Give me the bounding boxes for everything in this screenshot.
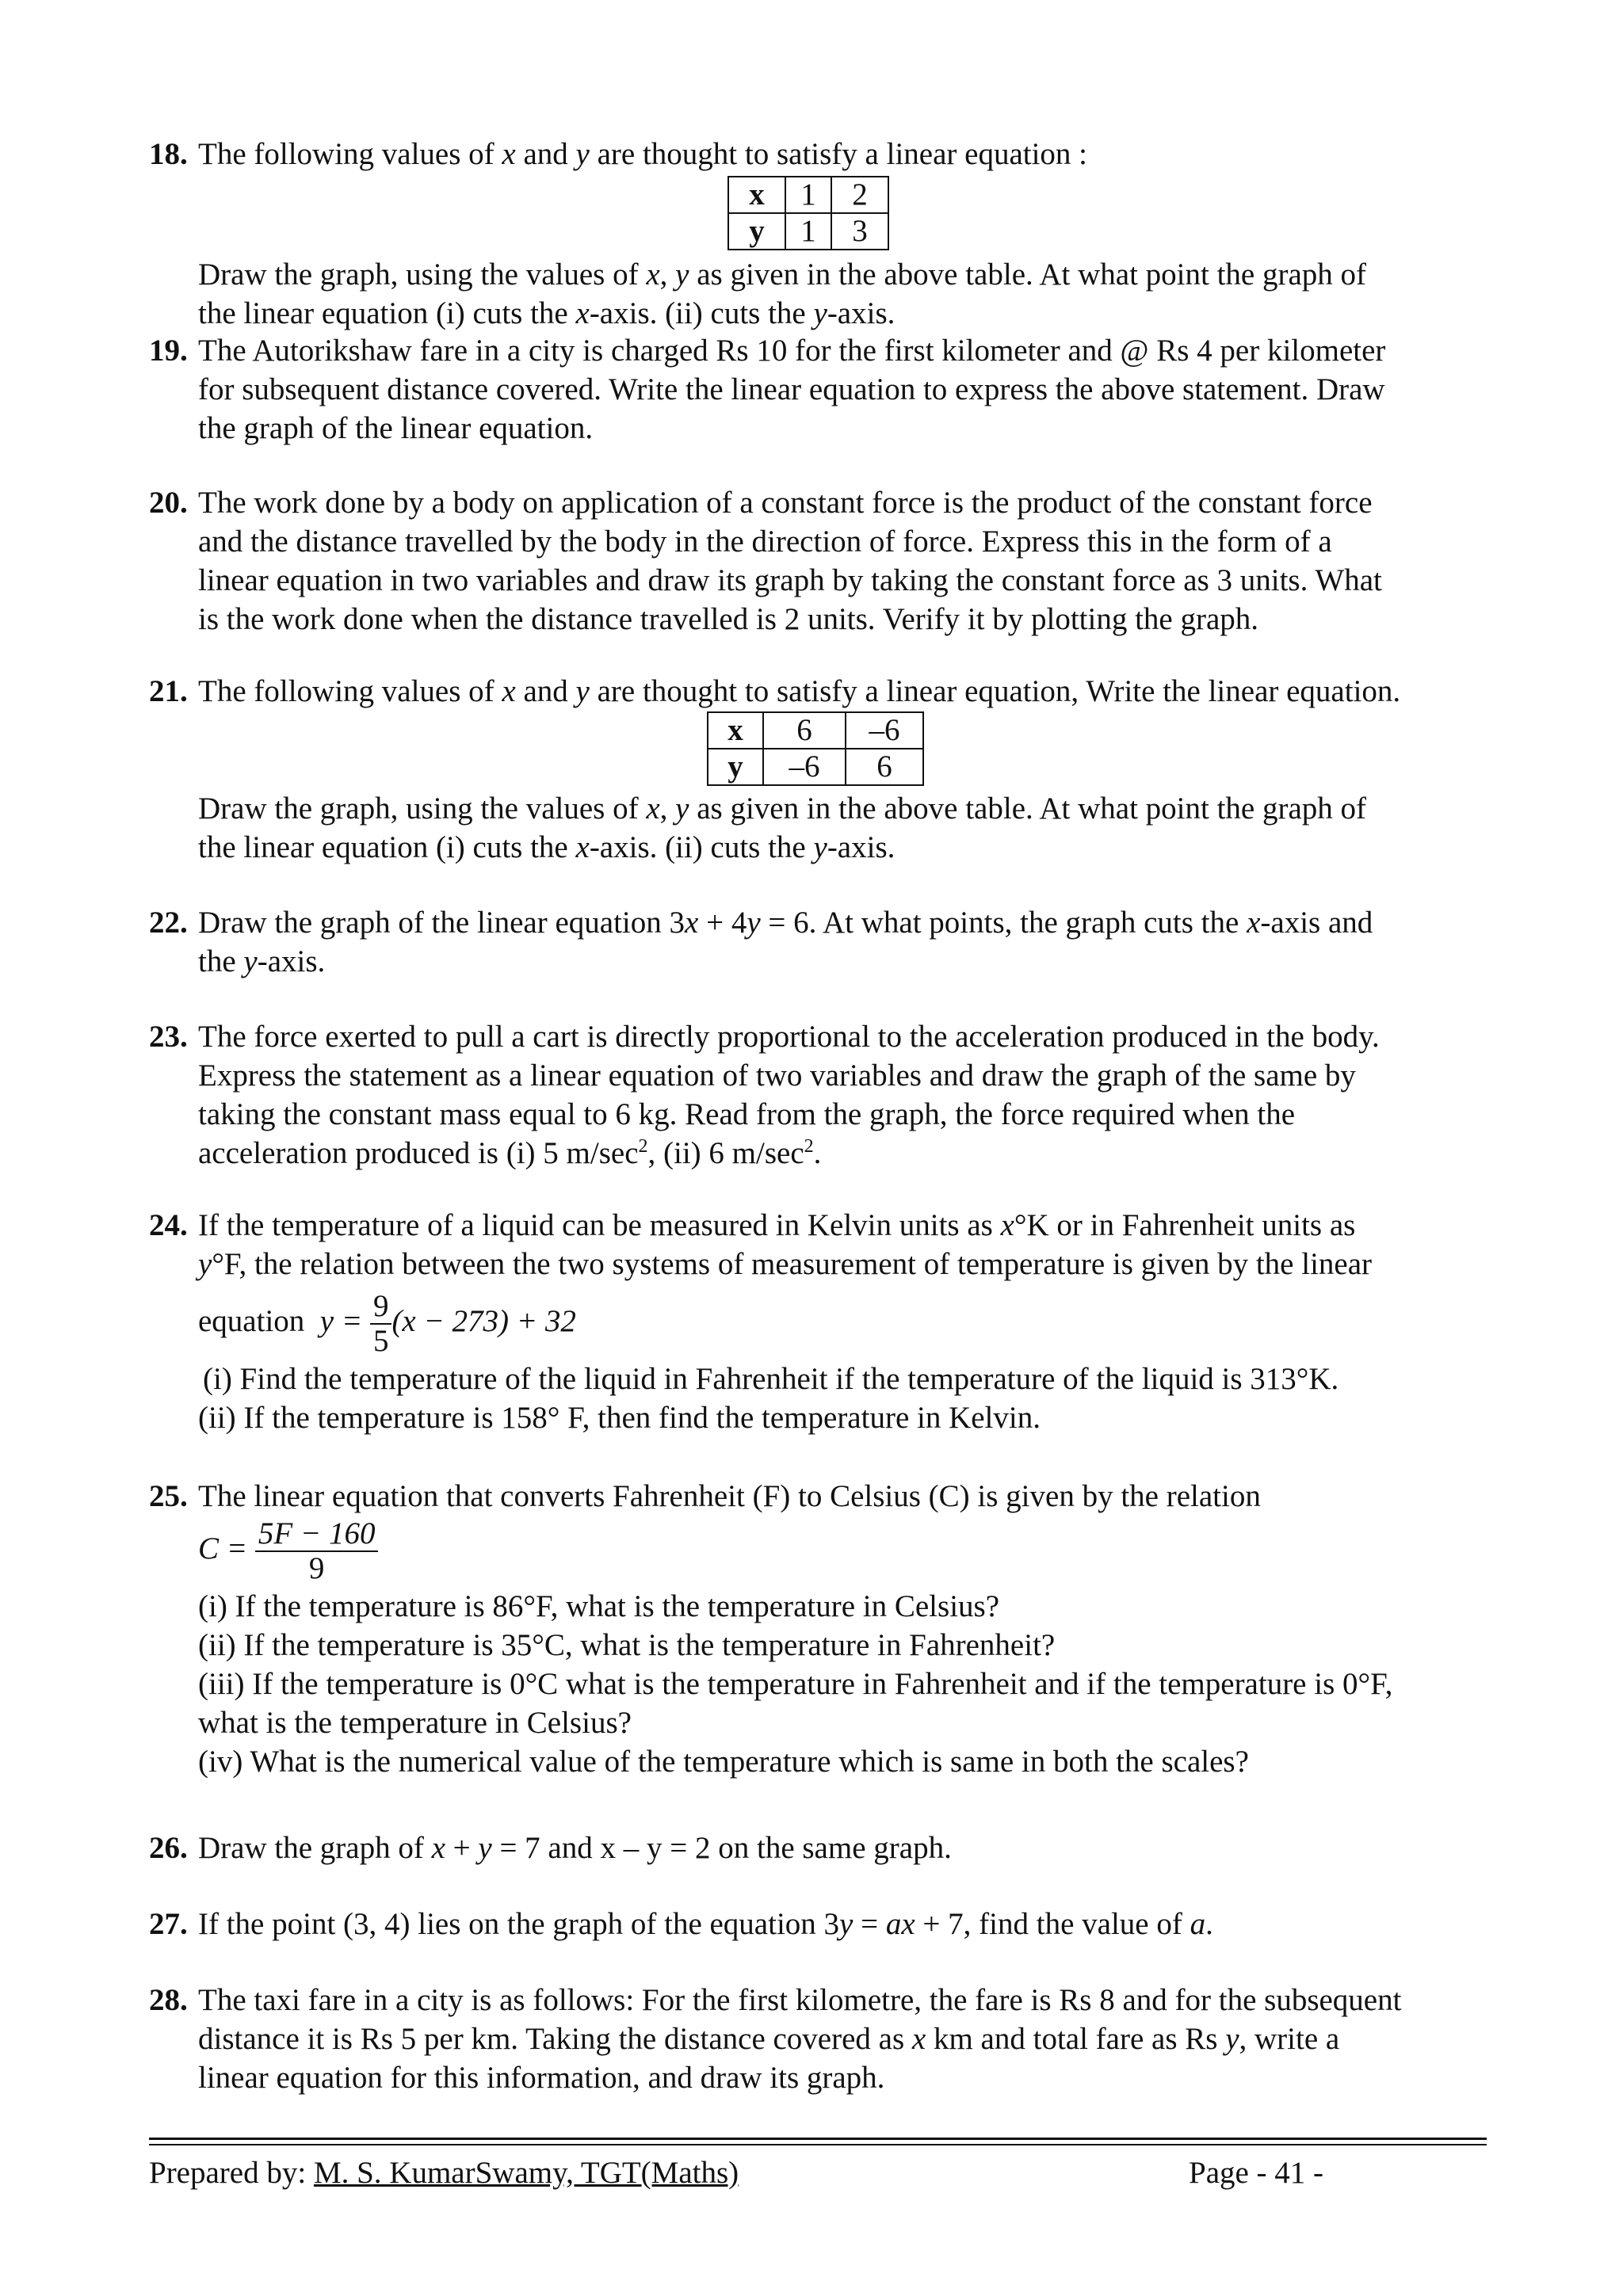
question-number: 21. — [149, 674, 188, 708]
question-part: (iii) If the temperature is 0°C what is the temperature in Fahrenheit and if the temperature is 0°F, — [198, 1667, 1393, 1701]
question-text: is the work done when the distance travelled is 2 units. Verify it by plotting the graph. — [198, 602, 1259, 636]
question-text: The Autorikshaw fare in a city is charged Rs 10 for the first kilometer and @ Rs 4 per kilometer — [198, 334, 1386, 368]
question-text: The following values of x and y are thought to satisfy a linear equation, Write the linear equation. — [198, 674, 1401, 708]
question-text: linear equation in two variables and draw its graph by taking the constant force as 3 units. What — [198, 563, 1382, 597]
question-text: The taxi fare in a city is as follows: For the first kilometre, the fare is Rs 8 and for the subsequent — [198, 1983, 1402, 2017]
question-text: distance it is Rs 5 per km. Taking the distance covered as x km and total fare as Rs y, write a — [198, 2022, 1340, 2056]
question-text: Draw the graph of x + y = 7 and x – y = 2 on the same graph. — [198, 1831, 952, 1865]
question-text: acceleration produced is (i) 5 $m/\sec^2$, (ii) 6 $m/\sec^2$. — [198, 1136, 822, 1170]
question-text: The force exerted to pull a cart is directly proportional to the acceleration produced in the body. — [198, 1020, 1380, 1054]
equation-lhs: C = — [198, 1531, 248, 1566]
question-28 — [149, 1981, 1488, 2097]
question-number: 27. — [149, 1907, 188, 1941]
question-text: Draw the graph of the linear equation 3x + 4y = 6. At what points, the graph cuts the x-axis and — [198, 906, 1373, 940]
table-row-x — [728, 177, 888, 213]
table-cell: 6 — [763, 712, 846, 749]
fraction: $\frac{9}{5}$ — [370, 1290, 392, 1358]
question-26 — [149, 1829, 1488, 1867]
question-text: for subsequent distance covered. Write the linear equation to express the above statement. Draw — [198, 372, 1385, 406]
question-text: the graph of the linear equation. — [198, 411, 594, 445]
question-18 — [149, 135, 1488, 174]
equation-rhs: (x − 273) + 32 — [391, 1304, 576, 1338]
question-text: If the point (3, 4) lies on the graph of the equation 3y = ax + 7, find the value of a. — [198, 1907, 1213, 1941]
question-number: 18. — [149, 137, 188, 171]
table-cell: –6 — [763, 749, 846, 785]
question-text: linear equation for this information, and draw its graph. — [198, 2061, 885, 2095]
question-number: 20. — [149, 486, 188, 520]
table-cell: y — [728, 213, 785, 250]
table-cell: y — [708, 749, 763, 785]
question-number: 25. — [149, 1479, 188, 1513]
question-18-continued — [149, 255, 1488, 333]
values-table-21 — [707, 711, 924, 786]
table-row-x — [708, 712, 923, 749]
table-cell: 2 — [831, 177, 888, 213]
values-table-18 — [727, 176, 889, 250]
question-number: 23. — [149, 1020, 188, 1054]
question-text: the linear equation (i) cuts the x-axis. (ii) cuts the y-axis. — [198, 830, 896, 864]
question-24 — [149, 1206, 1488, 1437]
footer-rule — [149, 2138, 1487, 2140]
question-text: The linear equation that converts Fahrenheit (F) to Celsius (C) is given by the relation — [198, 1479, 1261, 1513]
equation-lhs: y = — [319, 1304, 363, 1338]
question-21 — [149, 672, 1488, 711]
question-25 — [149, 1477, 1488, 1781]
table-cell: 6 — [846, 749, 923, 785]
question-number: 28. — [149, 1983, 188, 2017]
question-part: (i) If the temperature is 86°F, what is the temperature in Celsius? — [198, 1589, 1000, 1623]
question-22 — [149, 903, 1488, 981]
table-cell: 1 — [785, 177, 831, 213]
table-cell: –6 — [846, 712, 923, 749]
question-number: 26. — [149, 1831, 188, 1865]
question-text: Express the statement as a linear equation of two variables and draw the graph of the same by — [198, 1058, 1356, 1093]
question-part: (ii) If the temperature is 158° F, then find the temperature in Kelvin. — [198, 1401, 1041, 1435]
question-number: 19. — [149, 334, 188, 368]
question-21-continued — [149, 789, 1488, 867]
question-text: and the distance travelled by the body in the direction of force. Express this in the form of a — [198, 524, 1332, 559]
question-text: Draw the graph, using the values of x, y as given in the above table. At what point the graph of — [198, 791, 1367, 826]
equation-line — [198, 1511, 1488, 1587]
question-text: The following values of x and y are thought to satisfy a linear equation : — [198, 137, 1088, 171]
footer-credit: Prepared by: M. S. KumarSwamy, TGT(Maths) — [149, 2156, 739, 2190]
question-27 — [149, 1905, 1488, 1943]
author-name: M. S. KumarSwamy, TGT(Maths) — [313, 2156, 739, 2190]
equation-line: equation y = $\frac{9}{5}$ (x − 273) + 32 — [198, 1289, 576, 1359]
question-text: The work done by a body on application of a constant force is the product of the constant force — [198, 486, 1373, 520]
fraction: $\frac{5F - 160}{9}$ — [255, 1517, 379, 1585]
question-number: 22. — [149, 906, 188, 940]
table-cell: x — [708, 712, 763, 749]
table-cell: 1 — [785, 213, 831, 250]
page-number: Page - 41 - — [1189, 2156, 1324, 2190]
table-cell: 3 — [831, 213, 888, 250]
question-text: If the temperature of a liquid can be measured in Kelvin units as x°K or in Fahrenheit units as — [198, 1208, 1356, 1242]
question-text: Draw the graph, using the values of x, y as given in the above table. At what point the graph of — [198, 257, 1367, 292]
question-text: taking the constant mass equal to 6 kg. Read from the graph, the force required when the — [198, 1097, 1296, 1131]
question-part: what is the temperature in Celsius? — [198, 1706, 632, 1740]
question-part: (ii) If the temperature is 35°C, what is the temperature in Fahrenheit? — [198, 1628, 1056, 1662]
question-number: 24. — [149, 1208, 188, 1242]
table-cell: x — [728, 177, 785, 213]
question-19 — [149, 331, 1488, 448]
footer-rule — [149, 2144, 1487, 2145]
table-row-y — [728, 213, 888, 250]
question-part: (iv) What is the numerical value of the temperature which is same in both the scales? — [198, 1745, 1249, 1779]
question-23 — [149, 1017, 1488, 1173]
question-part: (i) Find the temperature of the liquid in Fahrenheit if the temperature of the liquid is 313°K. — [203, 1362, 1339, 1396]
question-text: the y-axis. — [198, 944, 326, 978]
table-row-y — [708, 749, 923, 785]
question-text: y°F, the relation between the two systems of measurement of temperature is given by the linear — [198, 1247, 1373, 1281]
question-text: the linear equation (i) cuts the x-axis. (ii) cuts the y-axis. — [198, 296, 896, 330]
question-20 — [149, 483, 1488, 639]
